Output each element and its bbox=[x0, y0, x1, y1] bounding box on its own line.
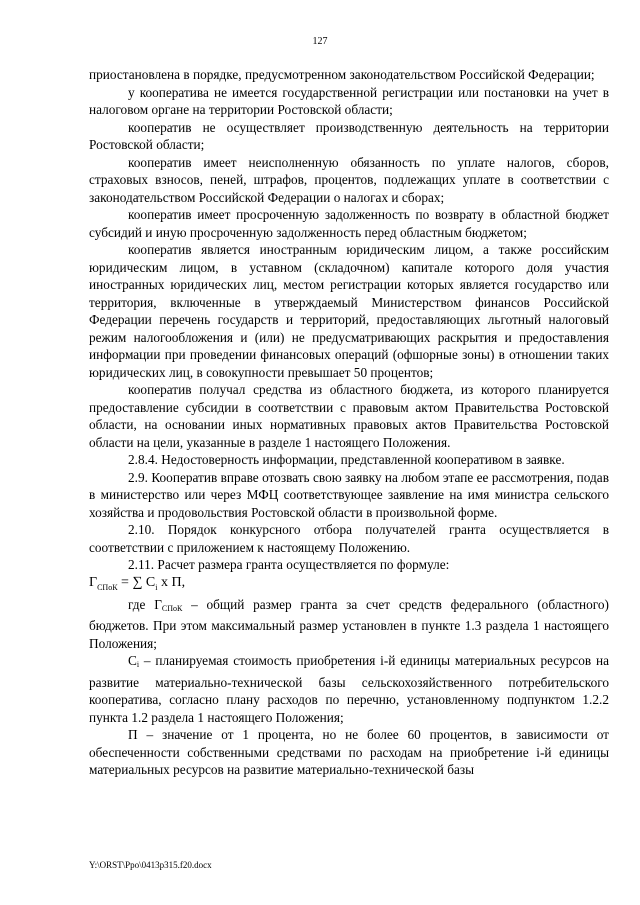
page-number: 127 bbox=[312, 36, 328, 47]
formula-rhs-subscript: i bbox=[155, 582, 158, 592]
paragraph: 2.10. Порядок конкурсного отбора получателей гранта осуществляется в соответствии с приложением к настоящему Положению. bbox=[89, 522, 609, 555]
formula-tail: х П, bbox=[157, 574, 186, 590]
definition-cost bbox=[89, 652, 609, 726]
paragraph: 2.9. Кооператив вправе отозвать свою заявку на любом этапе ее рассмотрения, подав в министерство или через МФЦ соответствующее заявление на имя министра сельского хозяйства и продовольствия Ростовской области в произвольной форме. bbox=[89, 469, 609, 520]
formula-lhs: Г bbox=[89, 574, 98, 590]
paragraph: приостановлена в порядке, предусмотренном законодательством Российской Федерации; bbox=[89, 67, 595, 82]
paragraph: кооператив имеет неисполненную обязанность по уплате налогов, сборов, страховых взносов, пеней, штрафов, процентов, подлежащих уплате в соответствии с законодательством Российской Федерации о налогах и сборах; bbox=[89, 154, 609, 205]
formula-lhs-subscript: СПоК bbox=[97, 582, 118, 592]
definition-grant bbox=[89, 596, 609, 653]
definition-subscript: СПоК bbox=[161, 603, 183, 613]
definition-text: – планируемая стоимость приобретения i-й единицы материальных ресурсов на развитие материально-технической базы сельскохозяйственного потребительского кооператива, согласно плану расходов по перечню, установленному подпунктом 1.2.2 пункта 1.2 раздела 1 настоящего Положения; bbox=[89, 653, 609, 725]
paragraph: 2.8.4. Недостоверность информации, представленной кооперативом в заявке. bbox=[128, 452, 565, 467]
paragraph: 2.11. Расчет размера гранта осуществляется по формуле: bbox=[128, 557, 450, 572]
document-body bbox=[89, 66, 609, 779]
paragraph: кооператив получал средства из областного бюджета, из которого планируется предоставление субсидии в соответствии с правовым актом Правительства Ростовской области, на основании иных нормативных правовых актов Правительства Ростовской области на цели, указанные в разделе 1 настоящего Положения. bbox=[89, 382, 609, 450]
definition-text: где Г bbox=[128, 596, 162, 612]
file-path-footer: Y:\ORST\Ppo\0413p315.f20.docx bbox=[89, 860, 212, 870]
formula-rhs: = ∑ C bbox=[117, 574, 156, 590]
paragraph: кооператив является иностранным юридическим лицом, а также российским юридическим лицом, в уставном (складочном) капитале которого доля участия иностранных юридических лиц, местом регистрации которых является государство или территория, включенные в утверждаемый Министерством финансов Российской Федерации перечень государств и территорий, предоставляющих льготный налоговый режим налогообложения и (или) не предусматривающих раскрытия и предоставления информации при проведении финансовых операций (офшорные зоны) в отношении таких юридических лиц, в совокупности превышает 50 процентов; bbox=[89, 242, 609, 380]
paragraph: кооператив не осуществляет производственную деятельность на территории Ростовской области; bbox=[89, 119, 609, 152]
definition-text: C bbox=[128, 653, 137, 669]
paragraph: у кооператива не имеется государственной регистрации или постановки на учет в налоговом органе на территории Ростовской области; bbox=[89, 84, 609, 117]
definition-text: – общий размер гранта за счет средств федерального (областного) бюджетов. При этом максимальный размер установлен в пункте 1.3 раздела 1 настоящего Положения; bbox=[89, 596, 609, 651]
definition-percent: П – значение от 1 процента, но не более 60 процентов, в зависимости от обеспеченности собственными средствами по расходам на приобретение i-й единицы материальных ресурсов на развитие материально-технической базы bbox=[89, 727, 609, 778]
definition-subscript: i bbox=[136, 660, 140, 670]
paragraph: кооператив имеет просроченную задолженность по возврату в областной бюджет субсидий и иную просроченную задолженность перед областным бюджетом; bbox=[89, 207, 609, 240]
grant-formula bbox=[89, 574, 609, 596]
